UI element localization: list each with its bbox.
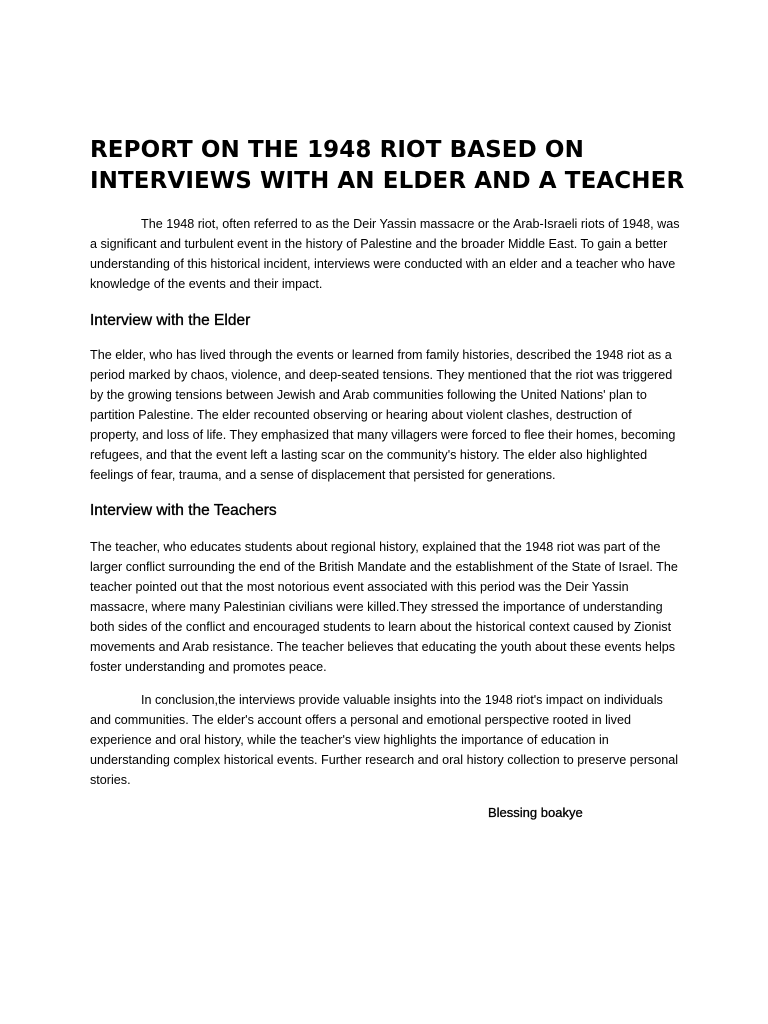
section-body-teachers: The teacher, who educates students about regional history, explained that the 1948 riot was part of the larger conflict surrounding the end of the British Mandate and the establishment of the State of Israel. The teacher pointed out that the most notorious event associated with this period was the Deir Yassin massacre, where many Palestinian civilians were killed.They stressed the importance of understanding both sides of the conflict and encouraged students to learn about the historical context caused by Zionist movements and Arab resistance. The teacher believes that educating the youth about these events helps foster understanding and promotes peace. bbox=[90, 540, 678, 674]
section-heading-elder: Interview with the Elder bbox=[90, 312, 251, 329]
document-title: REPORT ON THE 1948 RIOT BASED ON INTERVIEWS WITH AN ELDER AND A TEACHER bbox=[90, 137, 685, 194]
conclusion-paragraph: In conclusion,the interviews provide valuable insights into the 1948 riot's impact on individuals and communities. The elder's account offers a personal and emotional perspective rooted in lived experience and oral history, while the teacher's view highlights the importance of education in understanding complex historical events. Further research and oral history collection to preserve personal stories. bbox=[90, 693, 679, 787]
author-signature: Blessing boakye bbox=[488, 805, 583, 820]
section-heading-teachers: Interview with the Teachers bbox=[90, 502, 277, 519]
section-body-elder: The elder, who has lived through the events or learned from family histories, described the 1948 riot as a period marked by chaos, violence, and deep-seated tensions. They mentioned that the riot was triggered by the growing tensions between Jewish and Arab communities following the United Nations' plan to partition Palestine. The elder recounted observing or hearing about violent clashes, destruction of property, and loss of life. They emphasized that many villagers were forced to flee their homes, becoming refugees, and that the event left a lasting scar on the community's history. The elder also highlighted feelings of fear, trauma, and a sense of displacement that persisted for generations. bbox=[90, 348, 676, 482]
intro-paragraph: The 1948 riot, often referred to as the Deir Yassin massacre or the Arab-Israeli riots of 1948, was a significant and turbulent event in the history of Palestine and the broader Middle East. To gain a better understanding of this historical incident, interviews were conducted with an elder and a teacher who have knowledge of the events and their impact. bbox=[90, 217, 680, 291]
